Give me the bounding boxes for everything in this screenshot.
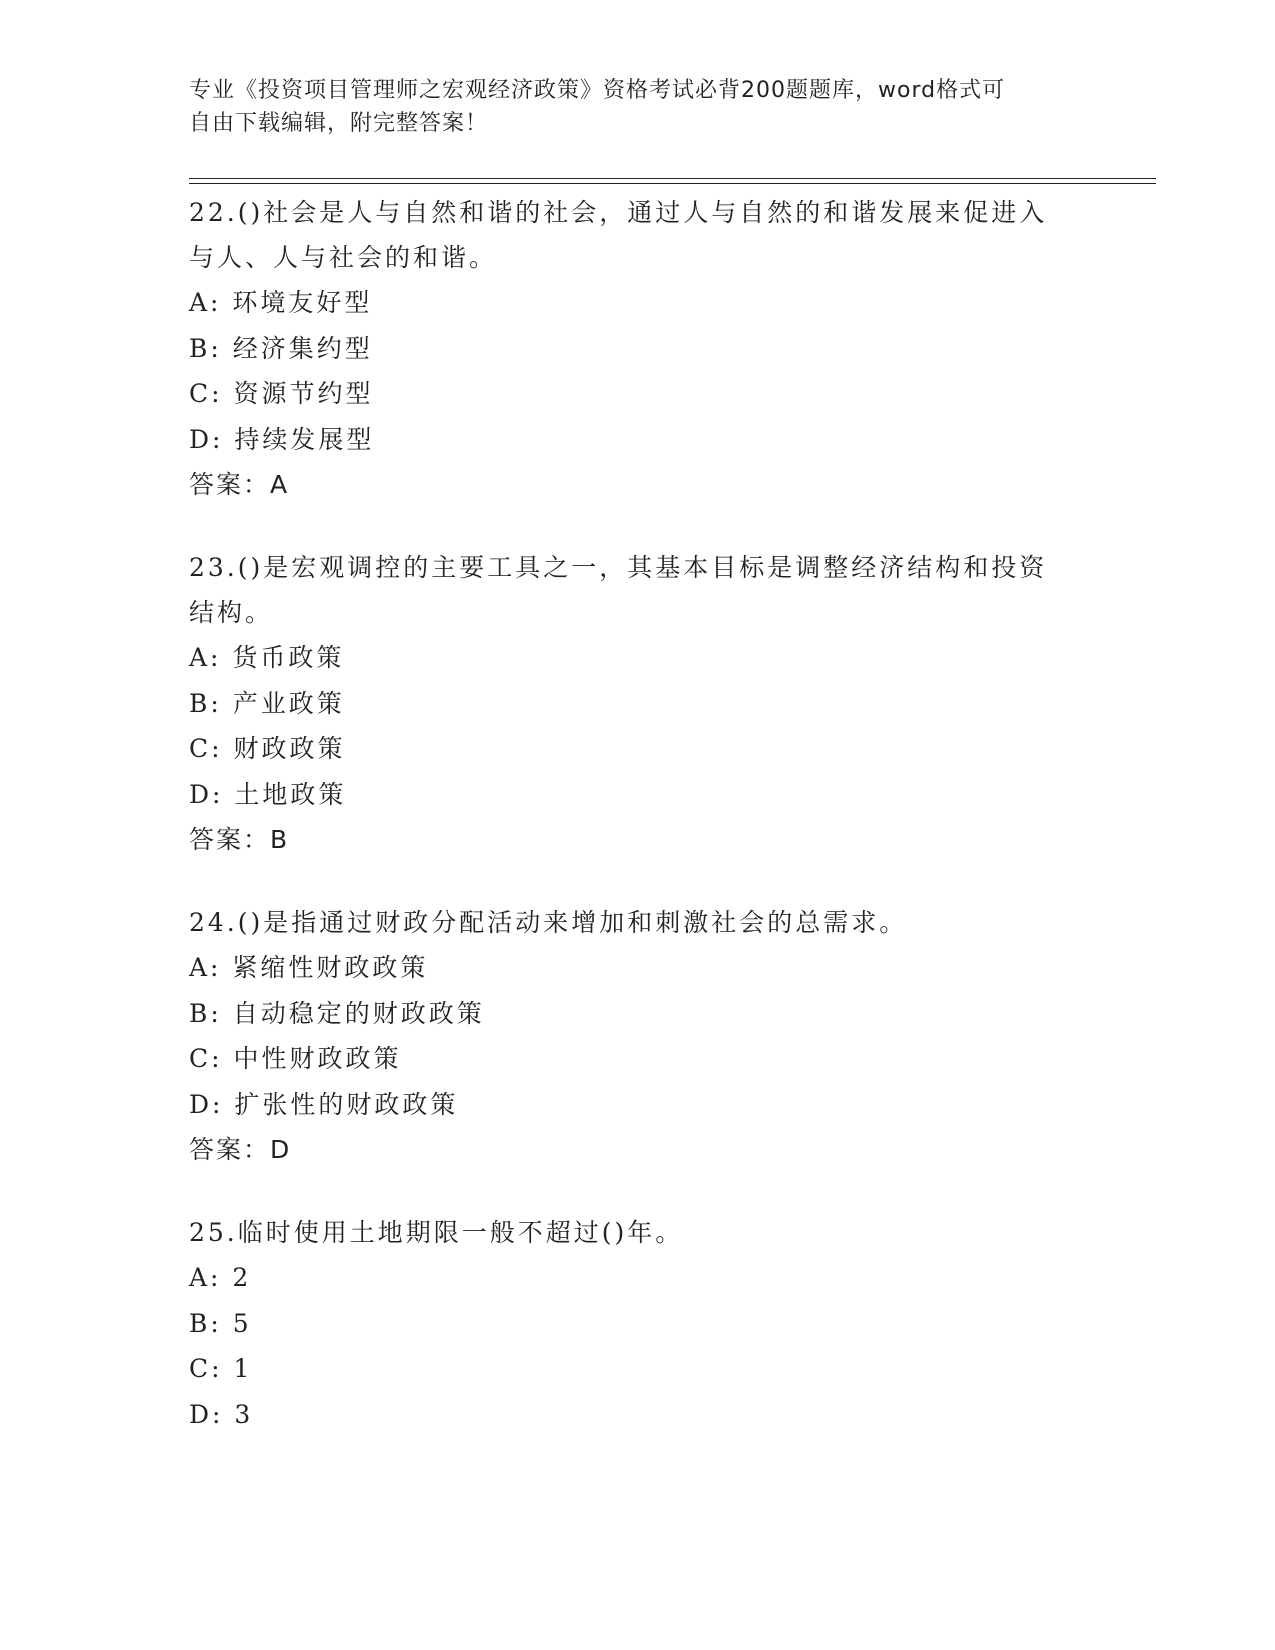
question-25 bbox=[189, 1210, 1069, 1437]
header-divider-top bbox=[189, 178, 1156, 179]
option-a: A: 紧缩性财政政策 bbox=[189, 953, 429, 982]
stem-line: 与人、人与社会的和谐。 bbox=[189, 243, 498, 272]
option-a: A: 环境友好型 bbox=[189, 288, 373, 317]
option-d: D: 3 bbox=[189, 1399, 254, 1429]
question-stem bbox=[189, 1210, 1069, 1255]
header-line-2: 自由下载编辑，附完整答案！ bbox=[189, 111, 489, 136]
question-23 bbox=[189, 545, 1069, 862]
stem-line: 24.()是指通过财政分配活动来增加和刺激社会的总需求。 bbox=[189, 908, 908, 937]
stem-line: 25.临时使用土地期限一般不超过()年。 bbox=[189, 1218, 684, 1247]
option-a: A: 2 bbox=[189, 1263, 252, 1292]
option-b: B: 自动稳定的财政政策 bbox=[189, 998, 485, 1028]
question-22 bbox=[189, 190, 1069, 507]
question-stem bbox=[189, 190, 1069, 280]
option-c: C: 1 bbox=[189, 1354, 253, 1383]
option-c: C: 资源节约型 bbox=[189, 379, 374, 408]
question-stem bbox=[189, 900, 1069, 945]
question-24 bbox=[189, 900, 1069, 1172]
document-header bbox=[189, 74, 1069, 140]
answer-line: 答案：B bbox=[189, 825, 290, 854]
header-divider-bottom bbox=[189, 183, 1156, 184]
question-list bbox=[189, 190, 1069, 1437]
option-c: C: 中性财政政策 bbox=[189, 1044, 402, 1073]
option-b: B: 经济集约型 bbox=[189, 333, 373, 363]
answer-line: 答案：A bbox=[189, 470, 290, 499]
option-c: C: 财政政策 bbox=[189, 734, 346, 763]
option-d: D: 土地政策 bbox=[189, 779, 347, 809]
option-d: D: 扩张性的财政政策 bbox=[189, 1089, 459, 1119]
stem-line: 22.()社会是人与自然和谐的社会，通过人与自然的和谐发展来促进入 bbox=[189, 198, 1048, 227]
answer-line: 答案：D bbox=[189, 1135, 292, 1164]
option-d: D: 持续发展型 bbox=[189, 424, 375, 454]
option-a: A: 货币政策 bbox=[189, 643, 345, 672]
option-b: B: 产业政策 bbox=[189, 688, 345, 718]
header-line-1: 专业《投资项目管理师之宏观经济政策》资格考试必背200题题库，word格式可 bbox=[189, 78, 1006, 103]
stem-line: 结构。 bbox=[189, 598, 274, 627]
stem-line: 23.()是宏观调控的主要工具之一，其基本目标是调整经济结构和投资 bbox=[189, 553, 1048, 582]
option-b: B: 5 bbox=[189, 1308, 252, 1338]
question-stem bbox=[189, 545, 1069, 635]
